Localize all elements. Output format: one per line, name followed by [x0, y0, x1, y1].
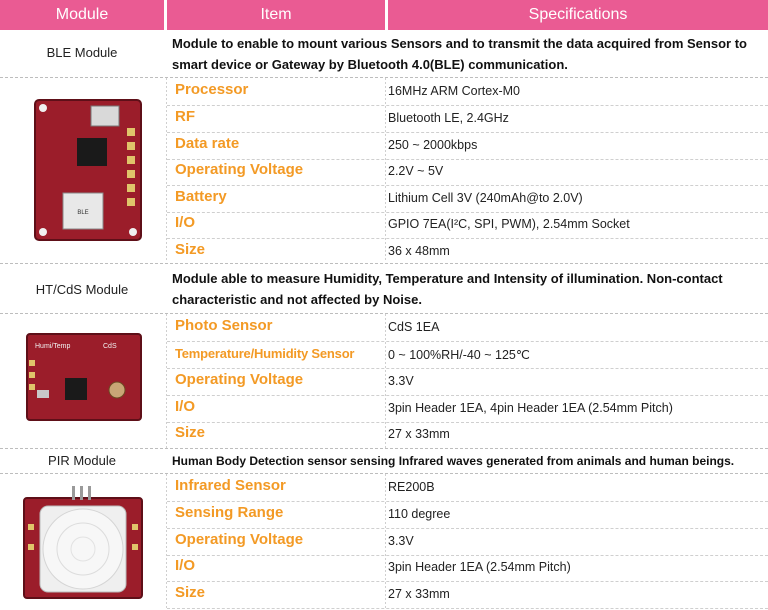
spec-value: 27 x 33mm — [388, 427, 450, 441]
item-label: Size — [175, 241, 206, 258]
item-label: Temperature/Humidity Sensor — [175, 346, 355, 361]
table-row — [167, 314, 768, 342]
spec-value: CdS 1EA — [388, 320, 440, 334]
item-label: RF — [175, 108, 195, 125]
table-row — [167, 132, 768, 160]
table-row — [167, 78, 768, 106]
item-label: I/O — [175, 557, 196, 574]
spec-value: RE200B — [388, 480, 435, 494]
board-label-humi: Humi/Temp — [35, 343, 71, 350]
spec-value: 0 ~ 100%RH/-40 ~ 125℃ — [388, 348, 530, 362]
item-label: Battery — [175, 188, 227, 205]
table-row — [167, 581, 768, 609]
ble-board-label: BLE — [77, 210, 89, 216]
spec-value: 250 ~ 2000kbps — [388, 138, 478, 152]
pir-module-photo — [22, 484, 144, 602]
header-item: Item — [167, 0, 385, 30]
spec-value: Lithium Cell 3V (240mAh@to 2.0V) — [388, 191, 583, 205]
module-name-ble: BLE Module — [46, 45, 118, 60]
item-label: Operating Voltage — [175, 531, 304, 548]
htcds-module-photo — [25, 332, 143, 422]
item-label: I/O — [175, 214, 196, 231]
item-label: Operating Voltage — [175, 161, 304, 178]
table-row — [167, 554, 768, 582]
item-label: Size — [175, 424, 206, 441]
table-row — [167, 158, 768, 186]
spec-value: 2.2V ~ 5V — [388, 164, 444, 178]
table-row — [167, 501, 768, 529]
spec-value: 27 x 33mm — [388, 587, 450, 601]
table-row — [167, 238, 768, 265]
divider — [0, 263, 768, 264]
item-label: I/O — [175, 398, 196, 415]
board-label-cds: CdS — [103, 343, 117, 350]
item-label: Operating Voltage — [175, 371, 304, 388]
table-row — [167, 528, 768, 556]
header-module: Module — [0, 0, 164, 30]
table-row — [167, 185, 768, 213]
spec-value: 36 x 48mm — [388, 244, 450, 258]
ble-module-photo — [33, 98, 145, 244]
divider — [0, 448, 768, 449]
item-label: Sensing Range — [175, 504, 284, 521]
spec-value: 3.3V — [388, 374, 414, 388]
spec-value: 3pin Header 1EA, 4pin Header 1EA (2.54mm Pitch) — [388, 401, 673, 415]
module-description-htcds: Module able to measure Humidity, Temperature and Intensity of illumination. Non-contact characteristic and not affected by Noise. — [172, 271, 723, 307]
module-name-pir: PIR Module — [48, 453, 116, 468]
spec-value: 3.3V — [388, 534, 414, 548]
item-label: Processor — [175, 81, 249, 98]
module-description-ble: Module to enable to mount various Sensors and to transmit the data acquired from Sensor to smart device or Gateway by Bluetooth 4.0(BLE) communication. — [172, 36, 747, 72]
header-specifications: Specifications — [388, 0, 768, 30]
spec-value: 16MHz ARM Cortex-M0 — [388, 84, 520, 98]
table-row — [167, 474, 768, 502]
spec-value: 3pin Header 1EA (2.54mm Pitch) — [388, 560, 571, 574]
table-row — [167, 395, 768, 423]
module-description-pir: Human Body Detection sensor sensing Infrared waves generated from animals and human beings. — [172, 454, 735, 468]
table-row — [167, 341, 768, 369]
table-row — [167, 105, 768, 133]
item-label: Photo Sensor — [175, 317, 273, 334]
spec-value: Bluetooth LE, 2.4GHz — [388, 111, 509, 125]
spec-value: GPIO 7EA(I²C, SPI, PWM), 2.54mm Socket — [388, 217, 630, 231]
table-row — [167, 368, 768, 396]
item-label: Data rate — [175, 135, 240, 152]
item-label: Size — [175, 584, 206, 601]
table-row — [167, 421, 768, 448]
module-name-htcds: HT/CdS Module — [35, 282, 129, 297]
spec-value: 110 degree — [388, 507, 451, 521]
item-label: Infrared Sensor — [175, 477, 286, 494]
table-row — [167, 211, 768, 239]
